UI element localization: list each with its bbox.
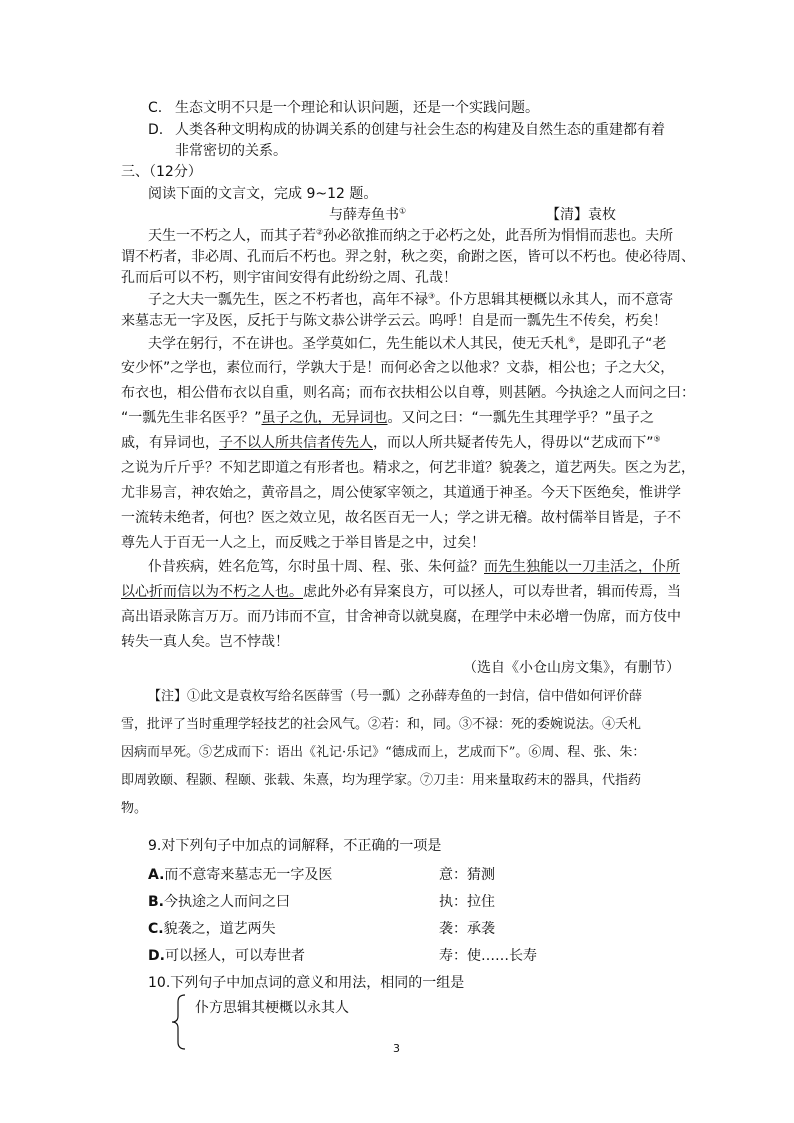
notes-line-2: 雪，批评了当时重理学轻技艺的社会风气。②若：和，同。③不禄：死的委婉说法。④夭札 — [121, 717, 642, 732]
passage-p3-line-3: 布衣也，相公借布衣以自重，则名高；而布衣扶相公以自尊，则甚陋。今执途之人而问之曰： — [121, 385, 695, 401]
q9-stem: 9.对下列句子中加点的词解释，不正确的一项是 — [148, 838, 442, 854]
option-d-label: D. — [148, 122, 164, 138]
underlined-sentence-2: 子不以人所共信者传先人 — [219, 435, 373, 451]
q9-option-b: B.今执途之人而问之曰 — [148, 894, 290, 910]
underlined-sentence-3a: 而先生独能以一刀圭活之，仆所 — [484, 559, 680, 575]
q9-option-c: C.貌袭之，道艺两失 — [148, 921, 276, 937]
section-instruction: 阅读下面的文言文，完成 9~12 题。 — [148, 186, 378, 202]
passage-p4-line-1: 仆昔疾病，姓名危笃，尔时虽十周、程、张、朱何益？而先生独能以一刀圭活之，仆所 — [148, 559, 680, 575]
passage-p3-line-6: 之说为斤斤乎？不知艺即道之有形者也。精求之，何艺非道？貌袭之，道艺两失。医之为艺， — [121, 460, 695, 476]
underlined-sentence-3b: 以心折而信以为不朽之人也。 — [121, 584, 303, 600]
passage-p3-line-1: 夫学在躬行，不在讲也。圣学莫如仁，先生能以术人其民，使无夭札④，是即孔子“老 — [148, 335, 667, 352]
passage-p1-line-1: 天生一不朽之人，而其子若②孙必欲推而纳之于必朽之处，此吾所为悁悁而悲也。夫所 — [148, 227, 674, 244]
passage-source: （选自《小仓山房文集》，有删节） — [463, 660, 680, 676]
notes-line-1: 【注】①此文是袁枚写给名医薛雪（号一瓢）之孙薛寿鱼的一封信，信中借如何评价薛 — [148, 689, 643, 704]
passage-p4-line-4: 转失一真人矣。岂不悖哉！ — [121, 634, 289, 650]
notes-line-3: 因病而早死。⑤艺成而下：语出《礼记·乐记》“德成而上，艺成而下”。⑥周、程、张、朱： — [121, 745, 646, 760]
notes-line-4: 即周敦颐、程颢、程颐、张载、朱熹，均为理学家。⑦刀圭：用来量取药末的器具，代指药 — [121, 773, 642, 788]
passage-p1-line-2: 谓不朽者，非必周、孔而后不朽也。羿之射，秋之奕，俞跗之医，皆可以不朽也。使必待周、 — [121, 249, 695, 265]
passage-p3-line-4: “一瓢先生非名医乎？”虽子之仇，无异词也。又问之曰：“一瓢先生其理学乎？”虽子之 — [121, 410, 655, 426]
q9-option-c-gloss: 袭：承袭 — [439, 921, 495, 937]
notes-line-5: 物。 — [121, 801, 148, 816]
q10-item-1: 仆方思辑其梗概以永其人 — [195, 1000, 349, 1016]
q9-option-a: A.而不意寄来墓志无一字及医 — [148, 867, 333, 883]
passage-p2-line-1: 子之大夫一瓢先生，医之不朽者也，高年不禄③。仆方思辑其梗概以永其人，而不意寄 — [148, 291, 674, 308]
passage-title: 与薛寿鱼书① — [329, 206, 407, 223]
passage-p1-line-3: 孔而后可以不朽，则宇宙间安得有此纷纷之周、孔哉！ — [121, 270, 457, 286]
option-c-label: C. — [148, 100, 163, 116]
section-heading: 三、（12分） — [121, 164, 202, 180]
passage-p3-line-5: 戚，有异词也，子不以人所共信者传先人，而以人所共疑者传先人，得毋以“艺成而下”⑤ — [121, 434, 661, 451]
q9-option-b-gloss: 执：拉住 — [439, 894, 495, 910]
passage-p3-line-2: 安少怀”之学也，素位而行，学孰大于是！而何必舍之以他求？文恭，相公也；子之大父， — [121, 360, 675, 376]
underlined-sentence-1: 虽子之仇，无异词也 — [261, 410, 388, 426]
curly-brace-icon — [171, 994, 187, 1050]
passage-author: 【清】袁枚 — [546, 207, 616, 223]
passage-p2-line-2: 来墓志无一字及医，反托于与陈文恭公讲学云云。呜呼！自是而一瓢先生不传矣，朽矣！ — [121, 313, 667, 329]
passage-p4-line-3: 高出语录陈言万万。而乃讳而不宣，甘舍神奇以就臭腐，在理学中未必增一伪席，而方伎中 — [121, 609, 681, 625]
passage-p3-line-9: 尊先人于百无一人之上，而反贱之于举目皆是之中，过矣！ — [121, 535, 485, 551]
passage-p4-line-2: 以心折而信以为不朽之人也。虑此外必有异案良方，可以拯人，可以寿世者，辑而传焉，当 — [121, 584, 681, 600]
passage-p3-line-7: 尤非易言，神农始之，黄帝昌之，周公使冢宰领之，其道通于神圣。今天下医绝矣，惟讲学 — [121, 485, 681, 501]
q9-option-a-gloss: 意：猜测 — [439, 867, 495, 883]
q9-option-d: D.可以拯人，可以寿世者 — [148, 948, 305, 964]
passage-p3-line-8: 一流转未绝者，何也？医之效立见，故名医百无一人；学之讲无稽。故村儒举目皆是，子不 — [121, 510, 681, 526]
option-d-text-2: 非常密切的关系。 — [175, 143, 287, 159]
option-d-text-1: 人类各种文明构成的协调关系的创建与社会生态的构建及自然生态的重建都有着 — [175, 122, 665, 138]
option-c-text: 生态文明不只是一个理论和认识问题，还是一个实践问题。 — [175, 100, 539, 116]
q10-stem: 10.下列句子中加点词的意义和用法，相同的一组是 — [148, 975, 465, 991]
q9-option-d-gloss: 寿：使……长寿 — [439, 948, 537, 964]
page-number: 3 — [393, 1042, 400, 1055]
